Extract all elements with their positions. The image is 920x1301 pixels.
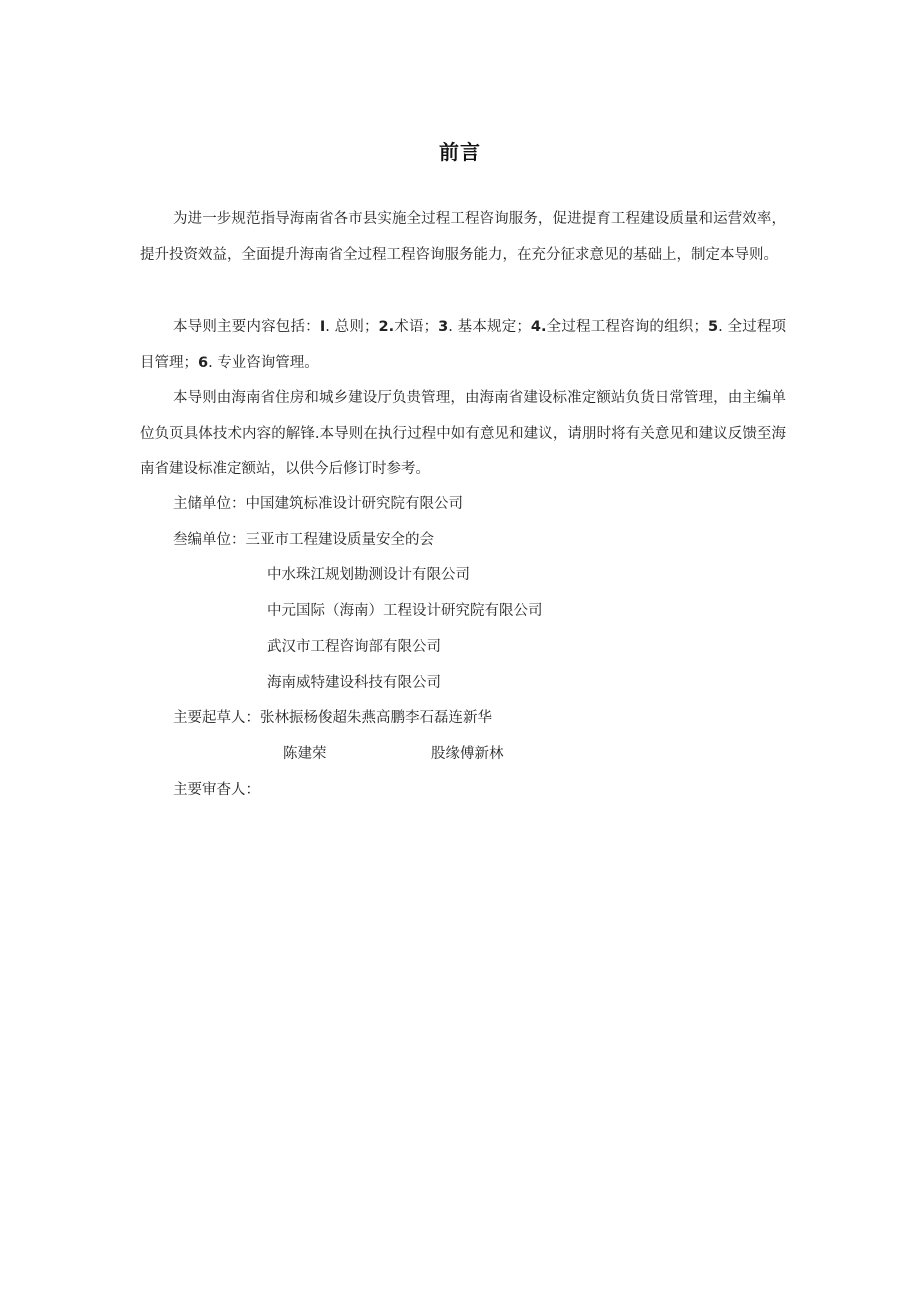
- chapter-number: 3: [438, 319, 449, 335]
- chapter-title: . 总则；: [325, 319, 379, 335]
- chapter-number: 6: [198, 354, 209, 371]
- participating-unit: 武汉市工程咨询部有限公司: [267, 639, 441, 655]
- chapter-title: . 基本规定；: [448, 319, 531, 335]
- page-title: 前言: [439, 140, 481, 164]
- reviewers-line: 主要审杳人：: [173, 782, 260, 798]
- chapter-number: 4.: [530, 319, 547, 335]
- participating-unit: 海南威特建设科技有限公司: [267, 675, 441, 691]
- chapter-number: 2.: [378, 319, 395, 335]
- lead-unit-line: 主储单位：中国建筑标准设计研究院有限公司: [173, 496, 463, 512]
- participating-unit: 中水珠江规划勘测设计有限公司: [267, 567, 470, 583]
- chapter-title: 全过程工程咨询的组织；: [546, 319, 708, 335]
- contents-intro: 本导则主要内容包括：: [173, 319, 320, 335]
- chapter-number: 5: [707, 319, 719, 335]
- drafters-line: 主要起草人：张林振杨俊超朱燕高鹏李石磊连新华: [173, 710, 492, 726]
- drafter-name: 股缘傅新林: [431, 746, 504, 762]
- chapter-title: 术语；: [394, 319, 439, 335]
- chapter-title: . 全过程项目管理；: [140, 319, 787, 371]
- chapter-title: . 专业咨询管理。: [208, 354, 319, 371]
- chapter-number: I: [319, 319, 326, 335]
- preface-paragraph-2: [140, 310, 786, 381]
- participating-units-line: 叁编单位：三亚市工程建设质量安全的会: [173, 532, 434, 548]
- preface-paragraph-3: 本导则由海南省住房和城乡建设厅负贵管理，由海南省建设标准定额站负货日常管理，由主编单位负页具体技术内容的解锋.本导则在执行过程中如有意见和建议，请朋时将有关意见和建议反馈至海南省建设标准定额站，以供今后修订时参考。: [140, 390, 786, 477]
- participating-unit: 中元国际（海南）工程设计研究院有限公司: [267, 603, 543, 619]
- preface-paragraph-1: 为进一步规范指导海南省各市县实施全过程工程咨询服务，促进提育工程建设质量和运营效率，提升投资效益，全面提升海南省全过程工程咨询服务能力，在充分征求意见的基础上，制定本导则。: [140, 211, 786, 263]
- drafter-name: 陈建荣: [283, 746, 327, 762]
